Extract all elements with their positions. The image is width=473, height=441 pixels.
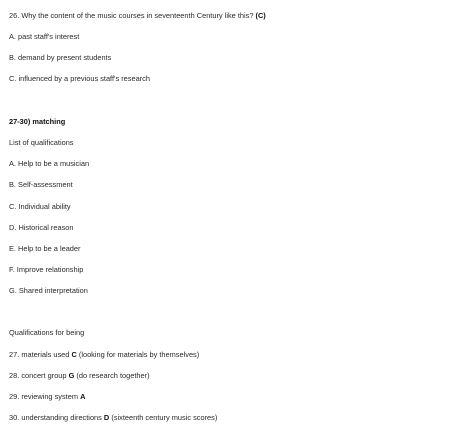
qualification-list-title: List of qualifications [9, 138, 74, 147]
answer-27-text: 27. materials used [9, 350, 70, 359]
answer-29-letter: A [80, 392, 86, 401]
question-26-answer: (C) [255, 11, 266, 20]
answer-30-letter: D [103, 413, 110, 422]
matching-heading: 27-30) matching [9, 117, 66, 126]
answer-29-text: 29. reviewing system [9, 392, 79, 401]
qualification-b: B. Self-assessment [9, 180, 73, 189]
answer-30-text: 30. understanding directions [9, 413, 102, 422]
answer-27-note: (looking for materials by themselves) [78, 350, 200, 359]
question-26-text: 26. Why the content of the music courses in seventeenth Century like this? [9, 11, 254, 20]
question-26-option-b: B. demand by present students [9, 53, 112, 62]
answer-28-letter: G [68, 371, 75, 380]
qualification-f: F. Improve relationship [9, 265, 84, 274]
qualification-a: A. Help to be a musician [9, 159, 90, 168]
answer-27 [9, 350, 199, 360]
answer-30-note: (sixteenth century music scores) [111, 413, 218, 422]
qualification-d: D. Historical reason [9, 223, 74, 232]
qualifications-for-title: Qualifications for being [9, 328, 85, 337]
qualification-g: G. Shared interpretation [9, 286, 88, 295]
answer-28 [9, 371, 150, 381]
answer-30 [9, 413, 217, 423]
question-26 [9, 11, 266, 21]
qualification-e: E. Help to be a leader [9, 244, 81, 253]
answer-28-text: 28. concert group [9, 371, 67, 380]
answer-27-letter: C [71, 350, 77, 359]
answer-29 [9, 392, 85, 402]
question-26-option-a: A. past staff's interest [9, 32, 80, 41]
answer-28-note: (do research together) [76, 371, 150, 380]
question-26-option-c: C. influenced by a previous staff's research [9, 74, 150, 83]
qualification-c: C. Individual ability [9, 202, 71, 211]
